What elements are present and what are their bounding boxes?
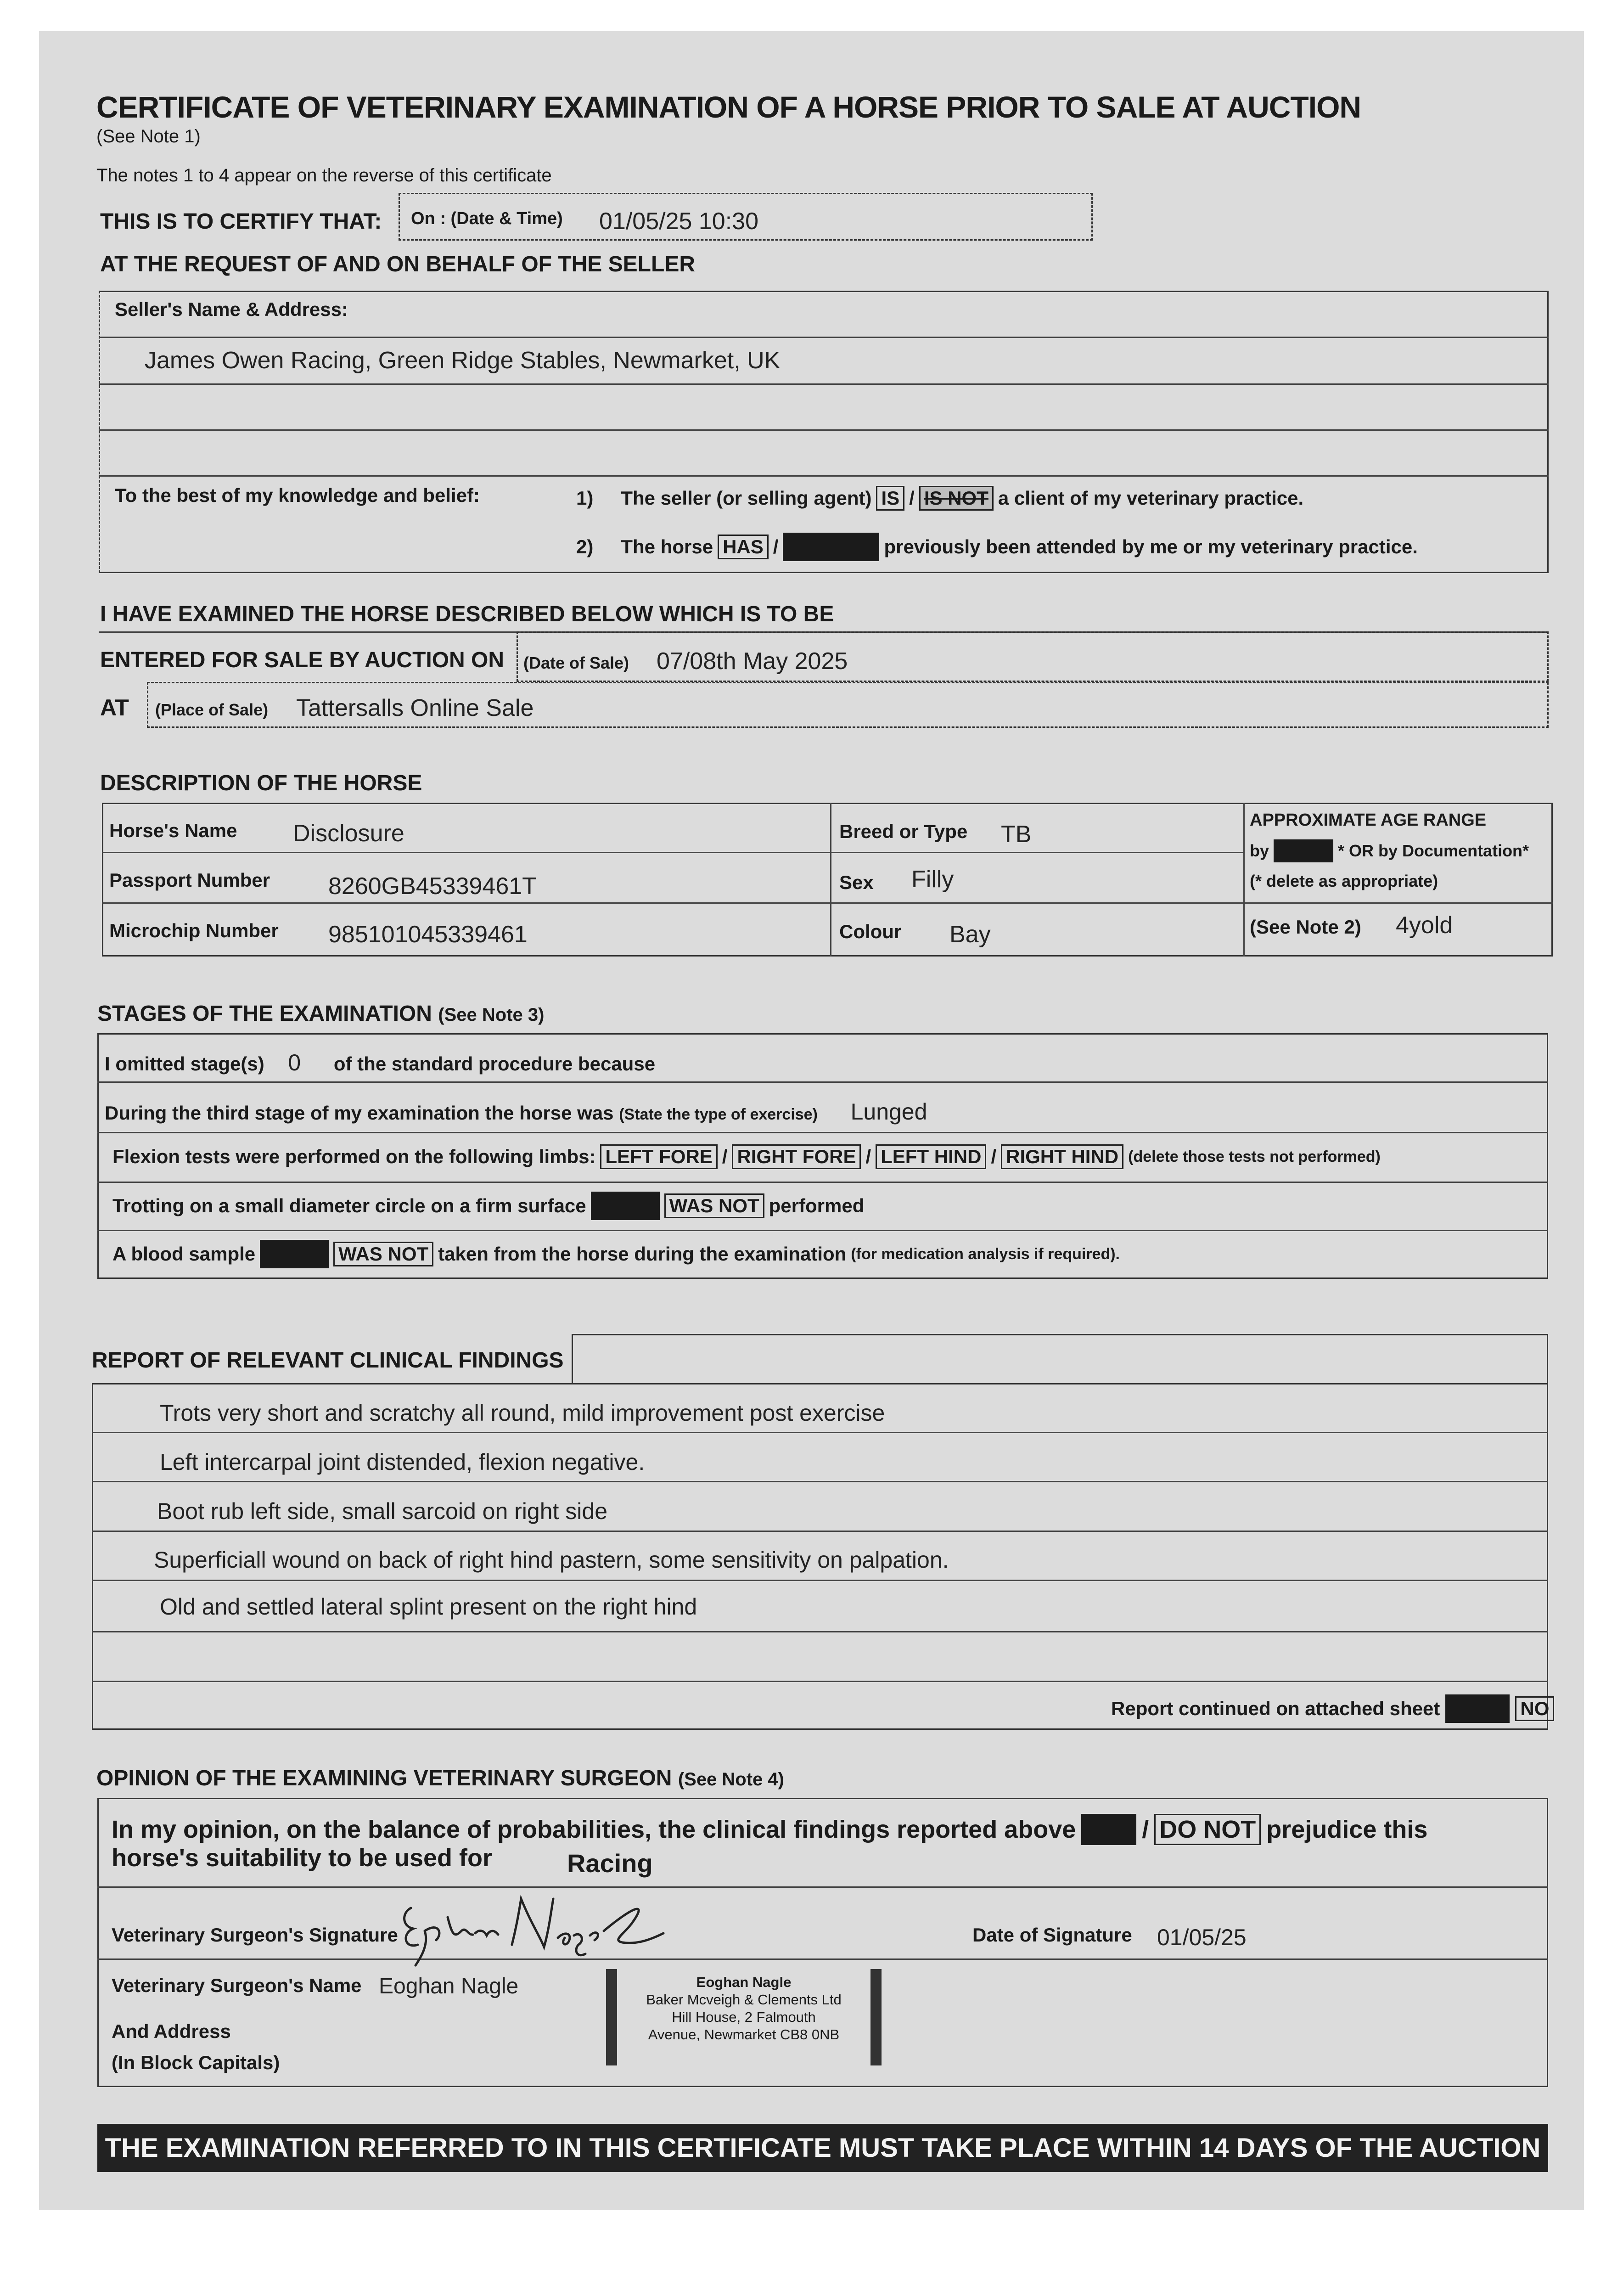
findings-heading-box: [572, 1334, 1548, 1384]
divider: [97, 1886, 1548, 1888]
place-of-sale-label: (Place of Sale): [155, 700, 269, 719]
limb-right-fore: RIGHT FORE: [732, 1144, 861, 1169]
stamp-border: [606, 1969, 617, 2065]
opinion-heading: [96, 1766, 784, 1791]
report-continued-line: [1111, 1694, 1554, 1723]
colour-value: Bay: [949, 921, 991, 948]
opinion-heading-note: (See Note 4): [678, 1769, 784, 1790]
divider: [830, 803, 831, 957]
blood-was-not-option: WAS NOT: [333, 1242, 433, 1266]
colour-label: Colour: [839, 921, 902, 942]
divider: [1243, 902, 1553, 904]
microchip-value: 985101045339461: [328, 921, 528, 948]
on-date-value: 01/05/25 10:30: [599, 208, 758, 235]
age-range-options: [1250, 839, 1529, 862]
divider: [92, 1531, 1548, 1532]
seller-client-line: [576, 486, 1303, 511]
on-date-label: On : (Date & Time): [411, 209, 563, 228]
report-continued-no-option: NO: [1515, 1696, 1554, 1721]
trotting-line: [112, 1192, 864, 1220]
passport-label: Passport Number: [109, 869, 270, 891]
limb-left-hind: LEFT HIND: [876, 1144, 986, 1169]
redaction-mark: [591, 1192, 660, 1220]
findings-heading: REPORT OF RELEVANT CLINICAL FINDINGS: [92, 1348, 564, 1373]
divider: [97, 1958, 1548, 1960]
third-stage-label: During the third stage of my examination the horse was: [105, 1102, 614, 1124]
divider: [1243, 803, 1245, 957]
divider: [99, 475, 1549, 477]
surgeon-name-value: Eoghan Nagle: [379, 1974, 519, 1998]
omitted-stages-line: [105, 1049, 655, 1076]
finding-line: Superficiall wound on back of right hind pastern, some sensitivity on palpation.: [154, 1547, 949, 1573]
divider: [97, 1182, 1548, 1183]
opinion-use-value: Racing: [567, 1849, 653, 1878]
item-number: 1): [576, 487, 594, 509]
horse-attended-line: [576, 533, 1418, 561]
item-text: previously been attended by me or my veterinary practice.: [884, 536, 1418, 557]
divider: [92, 1432, 1548, 1433]
microchip-label: Microchip Number: [109, 920, 279, 941]
see-note-1: (See Note 1): [96, 126, 201, 146]
flexion-label: Flexion tests were performed on the following limbs:: [112, 1146, 596, 1167]
divider: [102, 902, 1244, 904]
divider: [92, 1580, 1548, 1581]
age-delete-note: (* delete as appropriate): [1250, 872, 1438, 890]
third-stage-line: [105, 1098, 927, 1125]
redaction-mark: [1081, 1814, 1136, 1845]
option-separator: /: [865, 1146, 871, 1167]
stages-heading: [97, 1001, 544, 1026]
redaction-mark: [260, 1240, 329, 1268]
is-option: IS: [876, 486, 904, 511]
block-capitals-label: (In Block Capitals): [112, 2052, 280, 2073]
stages-heading-text: STAGES OF THE EXAMINATION: [97, 1002, 432, 1026]
date-of-signature-value: 01/05/25: [1157, 1925, 1247, 1950]
finding-line: Old and settled lateral splint present on the right hind: [160, 1594, 697, 1620]
opinion-line-2: horse's suitability to be used for: [112, 1844, 492, 1872]
option-separator: /: [991, 1146, 997, 1167]
divider: [97, 1081, 1548, 1083]
age-by-label: by: [1250, 841, 1269, 860]
stamp-line: Eoghan Nagle: [696, 1974, 792, 1990]
age-documentation-label: by Documentation*: [1378, 841, 1529, 860]
age-range-heading: APPROXIMATE AGE RANGE: [1250, 810, 1487, 830]
knowledge-label: To the best of my knowledge and belief:: [115, 484, 480, 506]
item-text: The seller (or selling agent): [621, 487, 872, 509]
horse-name-label: Horse's Name: [109, 820, 237, 841]
divider: [92, 1631, 1548, 1632]
stamp-line: Baker Mcveigh & Clements Ltd: [646, 1992, 842, 2008]
blood-sample-note: (for medication analysis if required).: [851, 1245, 1120, 1263]
divider: [102, 852, 1244, 853]
stamp-line: Hill House, 2 Falmouth: [672, 2009, 816, 2025]
item-text: a client of my veterinary practice.: [998, 487, 1304, 509]
trotting-label: Trotting on a small diameter circle on a firm surface: [112, 1195, 586, 1216]
divider: [99, 337, 1549, 338]
examined-line-2: ENTERED FOR SALE BY AUCTION ON: [100, 648, 505, 672]
signature-label: Veterinary Surgeon's Signature: [112, 1924, 398, 1946]
sex-value: Filly: [911, 866, 954, 893]
divider: [92, 1681, 1548, 1682]
practice-stamp: [606, 1969, 882, 2061]
surgeon-name-label: Veterinary Surgeon's Name: [112, 1975, 362, 1996]
do-not-option: DO NOT: [1154, 1814, 1261, 1845]
finding-line: Left intercarpal joint distended, flexion negative.: [160, 1449, 645, 1475]
trotting-performed-label: performed: [769, 1195, 865, 1216]
blood-sample-text: taken from the horse during the examination: [438, 1243, 847, 1265]
notes-line: The notes 1 to 4 appear on the reverse of this certificate: [96, 165, 552, 186]
limb-right-hind: RIGHT HIND: [1001, 1144, 1123, 1169]
sale-date-label: (Date of Sale): [523, 653, 629, 672]
finding-line: Trots very short and scratchy all round, mild improvement post exercise: [160, 1400, 885, 1426]
opinion-line-1: [112, 1814, 1427, 1845]
option-separator: /: [722, 1146, 728, 1167]
stamp-border: [870, 1969, 882, 2065]
age-value: 4yold: [1396, 912, 1453, 939]
flexion-delete-note: (delete those tests not performed): [1128, 1148, 1381, 1165]
date-of-signature-label: Date of Signature: [972, 1924, 1132, 1946]
seller-address-line: James Owen Racing, Green Ridge Stables, Newmarket, UK: [145, 347, 781, 374]
address-label: And Address: [112, 2020, 231, 2042]
redaction-mark: [1445, 1694, 1510, 1723]
age-see-note: (See Note 2): [1250, 916, 1361, 938]
flexion-tests-line: [112, 1144, 1381, 1169]
opinion-heading-text: OPINION OF THE EXAMINING VETERINARY SURGEON: [96, 1766, 672, 1790]
divider: [99, 429, 1549, 431]
option-separator: /: [909, 487, 915, 509]
stamp-line: Avenue, Newmarket CB8 0NB: [648, 2026, 840, 2043]
age-or-label: * OR: [1338, 841, 1374, 860]
horse-name-value: Disclosure: [293, 820, 404, 847]
redaction-mark: [1274, 839, 1333, 862]
omitted-reason-label: of the standard procedure because: [333, 1053, 656, 1075]
item-text: The horse: [621, 536, 713, 557]
handwritten-signature: [393, 1880, 668, 1972]
passport-value: 8260GB45339461T: [328, 873, 537, 900]
blood-sample-label: A blood sample: [112, 1243, 256, 1265]
item-number: 2): [576, 536, 594, 557]
third-stage-hint: (State the type of exercise): [619, 1106, 818, 1123]
divider: [97, 1230, 1548, 1231]
omitted-value: 0: [288, 1050, 301, 1075]
opinion-text: prejudice this: [1266, 1816, 1428, 1843]
trotting-was-not-option: WAS NOT: [664, 1193, 764, 1218]
blood-sample-line: [112, 1240, 1120, 1268]
redaction-mark: [783, 533, 879, 561]
footer-banner: THE EXAMINATION REFERRED TO IN THIS CERTIFICATE MUST TAKE PLACE WITHIN 14 DAYS OF THE AUCTION: [97, 2124, 1548, 2172]
stages-heading-note: (See Note 3): [438, 1005, 545, 1025]
sex-label: Sex: [839, 872, 874, 893]
third-stage-value: Lunged: [850, 1099, 927, 1125]
is-not-option-struck: IS NOT: [919, 486, 994, 511]
certificate-title: CERTIFICATE OF VETERINARY EXAMINATION OF A HORSE PRIOR TO SALE AT AUCTION: [96, 90, 1361, 124]
seller-box: [99, 291, 1549, 573]
divider: [92, 1481, 1548, 1482]
seller-name-label: Seller's Name & Address:: [115, 298, 348, 320]
at-label: AT: [100, 695, 129, 720]
request-label: AT THE REQUEST OF AND ON BEHALF OF THE SELLER: [100, 252, 695, 276]
report-continued-label: Report continued on attached sheet: [1111, 1698, 1440, 1719]
description-heading: DESCRIPTION OF THE HORSE: [100, 771, 422, 795]
place-of-sale-value: Tattersalls Online Sale: [296, 695, 534, 721]
option-separator: /: [773, 536, 779, 557]
examined-line-1: I HAVE EXAMINED THE HORSE DESCRIBED BELOW WHICH IS TO BE: [100, 602, 834, 626]
breed-value: TB: [1001, 821, 1032, 848]
opinion-text: In my opinion, on the balance of probabilities, the clinical findings reported above: [112, 1816, 1076, 1843]
sale-date-value: 07/08th May 2025: [657, 648, 848, 675]
divider: [97, 1132, 1548, 1133]
option-separator: /: [1142, 1816, 1149, 1843]
divider: [99, 383, 1549, 385]
omitted-label: I omitted stage(s): [105, 1053, 264, 1075]
limb-left-fore: LEFT FORE: [600, 1144, 717, 1169]
breed-label: Breed or Type: [839, 821, 968, 842]
certify-label: THIS IS TO CERTIFY THAT:: [100, 209, 382, 234]
has-option: HAS: [718, 535, 769, 559]
finding-line: Boot rub left side, small sarcoid on right side: [157, 1498, 608, 1524]
